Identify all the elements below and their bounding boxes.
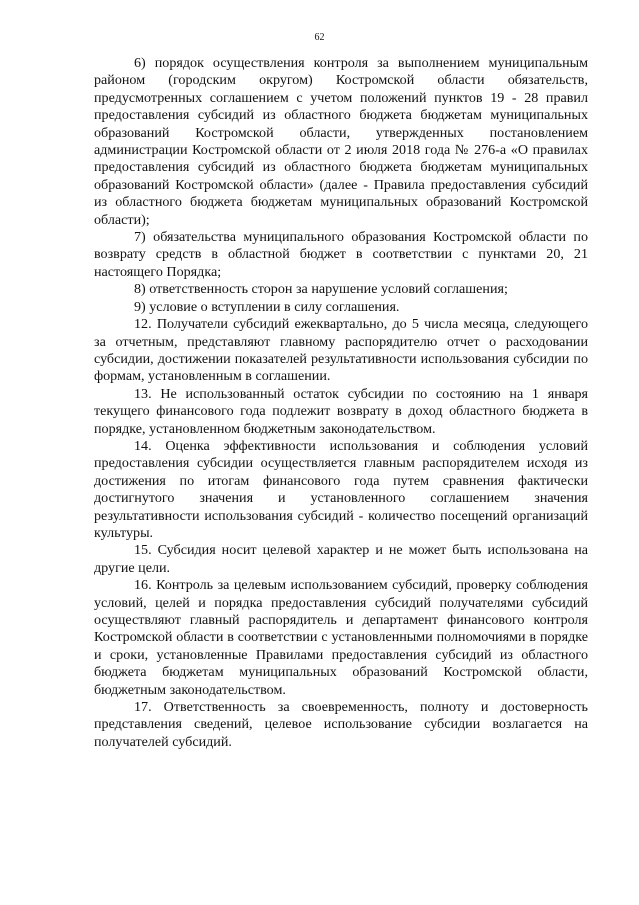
paragraph-item-6: 6) порядок осуществления контроля за выполнением муниципальным районом (городским округом) Костромской области обязательств, предусмотренных соглашением с учетом положений пунктов 19 - 28 правил предоставления субсидий из областного бюджета бюджетам муниципальных образований Костромской области, утвержденных постановлением администрации Костромской области от 2 июля 2018 года № 276-а «О правилах предоставления субсидий из областного бюджета бюджетам муниципальных образований Костромской области» (далее - Правила предоставления субсидий из областного бюджета бюджетам муниципальных образований Костромской области);	[94, 55, 588, 228]
paragraph-clause-15: 15. Субсидия носит целевой характер и не может быть использована на другие цели.	[94, 542, 588, 576]
paragraph-clause-13: 13. Не использованный остаток субсидии по состоянию на 1 января текущего финансового года подлежит возврату в доход областного бюджета в порядке, установленном бюджетным законодательством.	[94, 385, 588, 437]
paragraph-clause-17: 17. Ответственность за своевременность, полноту и достоверность представления сведений, целевое использование субсидии возлагается на получателей субсидий.	[94, 699, 588, 750]
paragraph-clause-16: 16. Контроль за целевым использованием субсидий, проверку соблюдения условий, целей и порядка предоставления субсидий получателями субсидий осуществляют главный распорядитель и департамент финансового контроля Костромской области в соответствии с установленными полномочиями в порядке и сроки, установленные Правилами предоставления субсидий из областного бюджета бюджетам муниципальных образований Костромской области, бюджетным законодательством.	[94, 577, 588, 698]
paragraph-clause-12: 12. Получатели субсидий ежеквартально, до 5 числа месяца, следующего за отчетным, представляют главному распорядителю отчет о расходовании субсидии, достижении показателей результативности использования субсидии по формам, установленным в соглашении.	[94, 316, 588, 385]
page-number: 62	[314, 32, 325, 43]
paragraph-item-8: 8) ответственность сторон за нарушение условий соглашения;	[134, 281, 508, 298]
paragraph-item-9: 9) условие о вступлении в силу соглашения.	[134, 298, 400, 315]
paragraph-item-7: 7) обязательства муниципального образования Костромской области по возврату средств в областной бюджет в соответствии с пунктами 20, 21 настоящего Порядка;	[94, 229, 588, 280]
document-body	[94, 55, 588, 751]
paragraph-clause-14: 14. Оценка эффективности использования и соблюдения условий предоставления субсидии осуществляется главным распорядителем исходя из достижения по итогам финансового года путем сравнения фактически достигнутого значения и установленного соглашением значения результативности использования субсидий - количество посещений организаций культуры.	[94, 437, 588, 541]
